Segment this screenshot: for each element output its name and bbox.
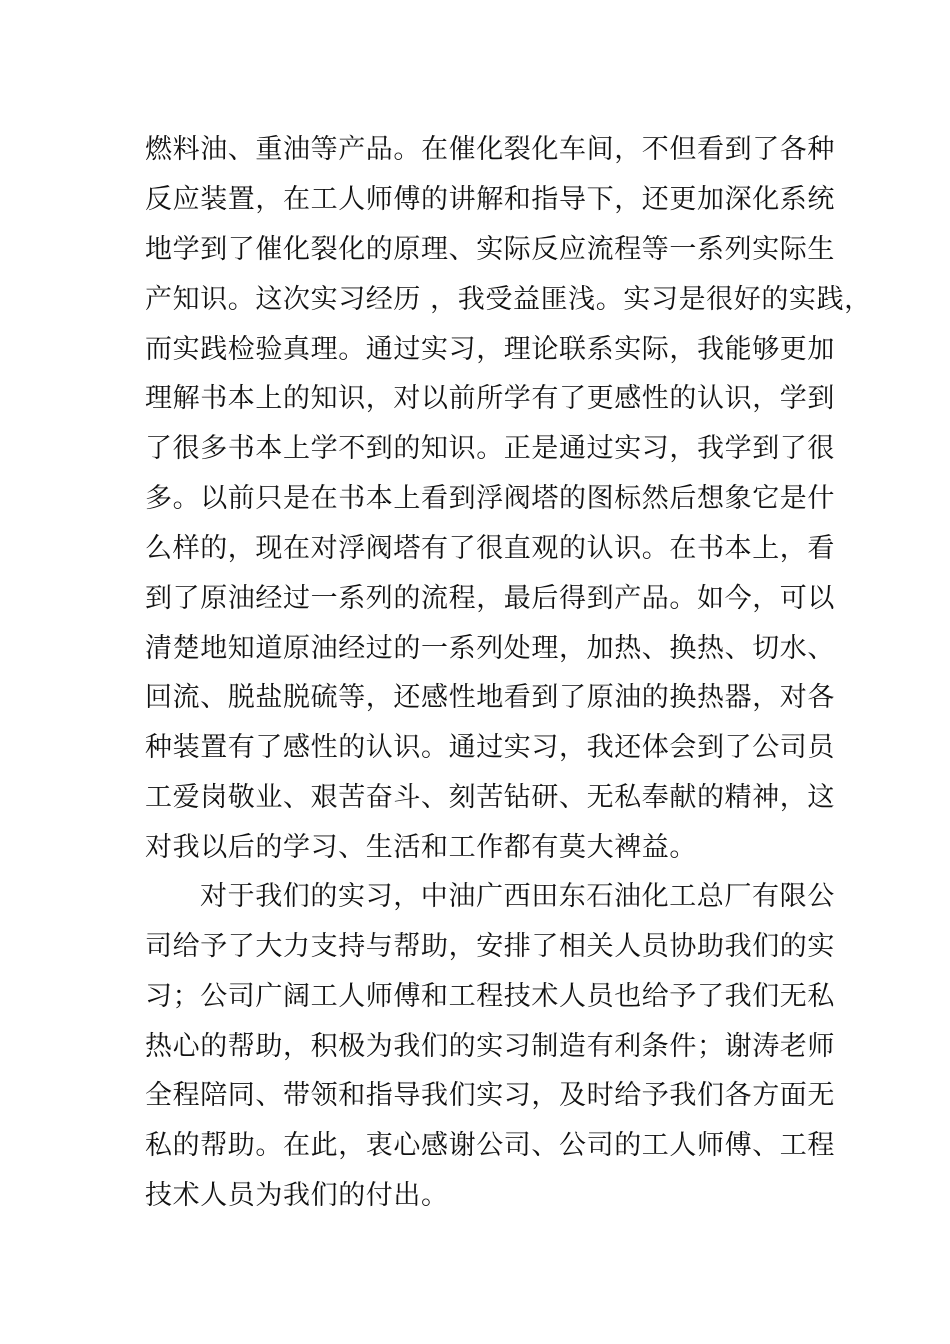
text-line: 热心的帮助，积极为我们的实习制造有利条件；谢涛老师 — [145, 1031, 835, 1062]
text-line: 到了原油经过一系列的流程，最后得到产品。如今，可以 — [145, 583, 835, 614]
text-line: 工爱岗敬业、艰苦奋斗、刻苦钻研、无私奉献的精神，这 — [145, 782, 835, 813]
text-line: 燃料油、重油等产品。在催化裂化车间，不但看到了各种 — [145, 134, 835, 165]
text-line: 习；公司广阔工人师傅和工程技术人员也给予了我们无私 — [145, 981, 835, 1012]
text-line: 反应装置，在工人师傅的讲解和指导下，还更加深化系统 — [145, 184, 835, 215]
text-line: 多。以前只是在书本上看到浮阀塔的图标然后想象它是什 — [145, 483, 835, 514]
text-line: 对于我们的实习，中油广西田东石油化工总厂有限公 — [200, 881, 835, 912]
text-line: 地学到了催化裂化的原理、实际反应流程等一系列实际生 — [145, 234, 835, 265]
text-line: 回流、脱盐脱硫等，还感性地看到了原油的换热器，对各 — [145, 682, 835, 713]
text-line: 技术人员为我们的付出。 — [145, 1180, 449, 1211]
text-line: 产知识。这次实习经历 ，我受益匪浅。实习是很好的实践， — [145, 284, 872, 315]
text-line: 么样的，现在对浮阀塔有了很直观的认识。在书本上，看 — [145, 533, 835, 564]
text-line: 全程陪同、带领和指导我们实习，及时给予我们各方面无 — [145, 1080, 835, 1111]
text-line: 对我以后的学习、生活和工作都有莫大裨益。 — [145, 832, 697, 863]
text-line: 了很多书本上学不到的知识。正是通过实习，我学到了很 — [145, 433, 835, 464]
text-line: 司给予了大力支持与帮助，安排了相关人员协助我们的实 — [145, 931, 835, 962]
text-line: 而实践检验真理。通过实习，理论联系实际，我能够更加 — [145, 334, 835, 365]
text-line: 种装置有了感性的认识。通过实习，我还体会到了公司员 — [145, 732, 835, 763]
text-line: 私的帮助。在此，衷心感谢公司、公司的工人师傅、工程 — [145, 1130, 835, 1161]
text-line: 理解书本上的知识，对以前所学有了更感性的认识，学到 — [145, 383, 835, 414]
text-line: 清楚地知道原油经过的一系列处理，加热、换热、切水、 — [145, 633, 835, 664]
